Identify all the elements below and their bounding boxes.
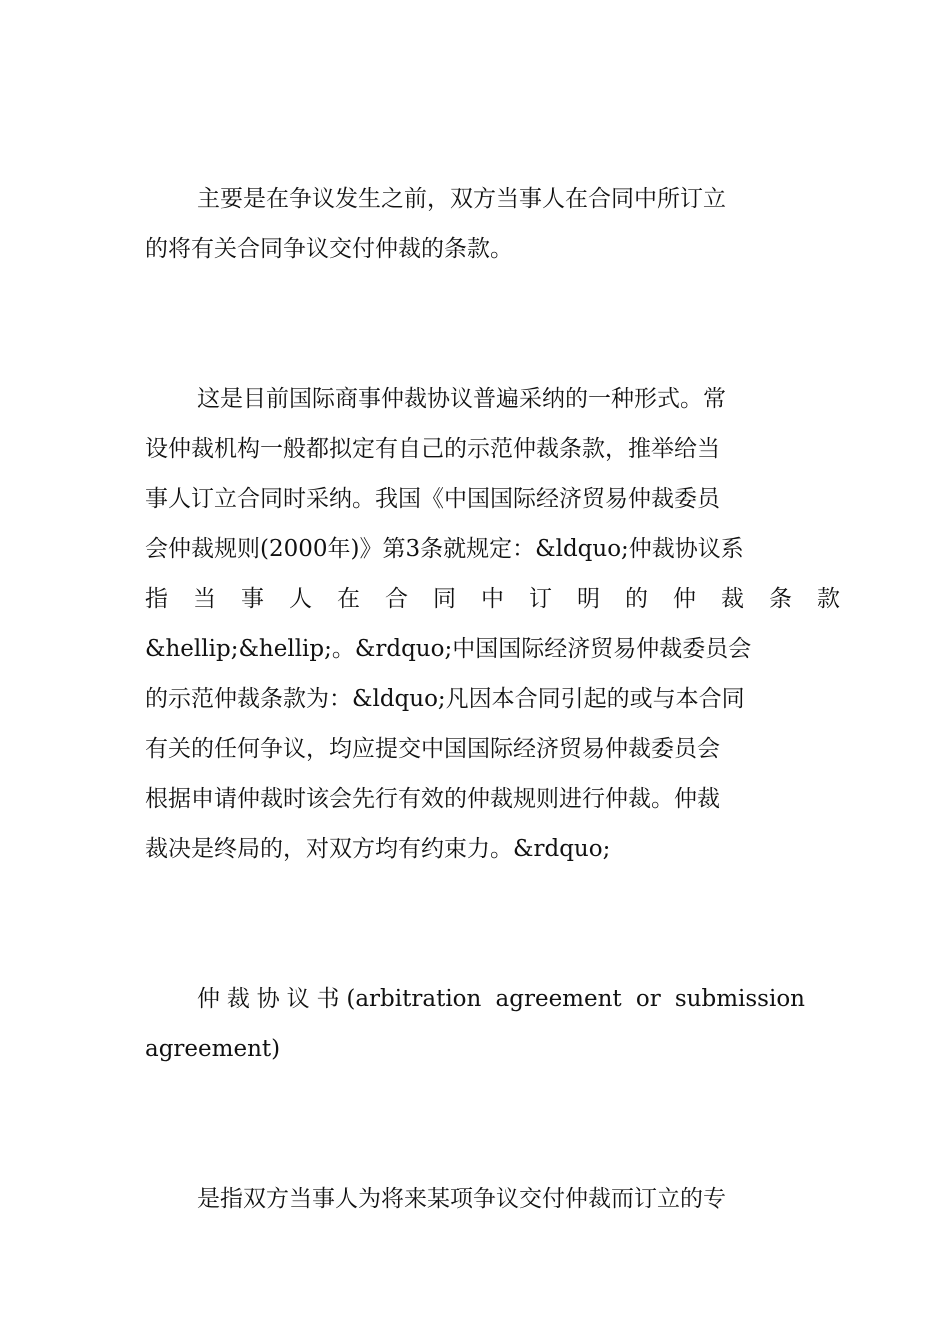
paragraph-2-line-2: 设仲裁机构一般都拟定有自己的示范仲裁条款，推举给当	[145, 436, 720, 462]
paragraph-2-line-4: 会仲裁规则(2000年)》第3条就规定：&ldquo;仲裁协议系	[145, 536, 744, 562]
paragraph-3-line-1: 仲裁协议书(arbitration agreement or submission	[197, 986, 805, 1012]
paragraph-2-line-3: 事人订立合同时采纳。我国《中国国际经济贸易仲裁委员	[145, 486, 720, 512]
paragraph-2-line-8: 有关的任何争议，均应提交中国国际经济贸易仲裁委员会	[145, 736, 720, 762]
paragraph-2-line-9: 根据申请仲裁时该会先行有效的仲裁规则进行仲裁。仲裁	[145, 786, 720, 812]
paragraph-2-line-5: 指当事人在合同中订明的仲裁条款	[145, 586, 865, 612]
paragraph-1-line-1: 主要是在争议发生之前，双方当事人在合同中所订立	[197, 186, 726, 212]
paragraph-2-line-10: 裁决是终局的，对双方均有约束力。&rdquo;	[145, 836, 611, 862]
paragraph-2-line-7: 的示范仲裁条款为：&ldquo;凡因本合同引起的或与本合同	[145, 686, 745, 712]
paragraph-3-line-2: agreement)	[145, 1036, 281, 1062]
paragraph-1-line-2: 的将有关合同争议交付仲裁的条款。	[145, 236, 513, 262]
paragraph-2-line-1: 这是目前国际商事仲裁协议普遍采纳的一种形式。常	[197, 386, 726, 412]
paragraph-4-line-1: 是指双方当事人为将来某项争议交付仲裁而订立的专	[197, 1186, 726, 1212]
paragraph-2-line-6: &hellip;&hellip;。&rdquo;中国国际经济贸易仲裁委员会	[145, 636, 752, 662]
